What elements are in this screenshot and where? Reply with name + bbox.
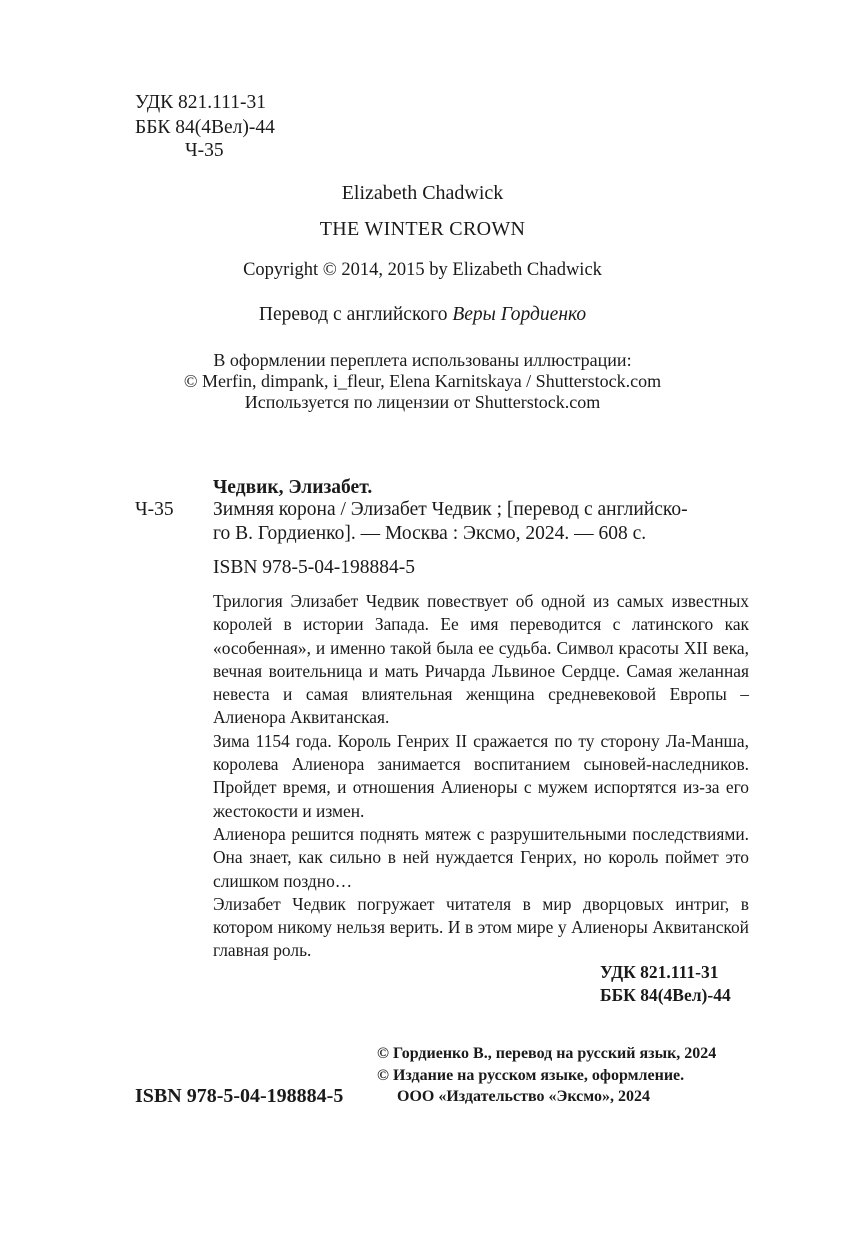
bibliographic-line-2: го В. Гордиенко]. — Москва : Эксмо, 2024. — 608 с. <box>213 523 647 544</box>
annotation-paragraph: Зима 1154 года. Король Генрих II сражается по ту сторону Ла-Манша, королева Алиенора занимается воспитанием сыновей-наследников. Пройдет время, и отношения Алиеноры с мужем испортятся из-за его жестокости и измен. <box>213 730 749 821</box>
author-sign: Ч-35 <box>185 140 224 161</box>
isbn-footer: ISBN 978-5-04-198884-5 <box>135 1085 344 1107</box>
udk-code-bold: УДК 821.111-31 <box>600 962 719 982</box>
annotation-paragraph: Алиенора решится поднять мятеж с разрушительными последствиями. Она знает, как сильно в ней нуждается Генрих, но король поймет это слишком поздно… <box>213 823 749 891</box>
bibliographic-code: Ч-35 <box>135 499 174 520</box>
udk-code: УДК 821.111-31 <box>135 92 266 113</box>
bibliographic-line-1: Зимняя корона / Элизабет Чедвик ; [перевод с английско- <box>213 499 688 520</box>
annotation <box>213 590 749 963</box>
translator-name: Веры Гордиенко <box>452 304 587 325</box>
illustrations-line-3: Используется по лицензии от Shutterstock.com <box>244 392 601 412</box>
bibliographic-isbn: ISBN 978-5-04-198884-5 <box>213 557 416 578</box>
translation-credit <box>0 304 845 326</box>
copyright-translation: © Гордиенко В., перевод на русский язык, 2024 <box>377 1045 717 1062</box>
annotation-paragraph: Трилогия Элизабет Чедвик повествует об одной из самых известных королей в истории Запада. Ее имя переводится с латинского как «особенная», и именно такой была ее судьба. Символ красоты XII века, вечная воительница и мать Ричарда Львиное Сердце. Самая желанная невеста и самая влиятельная женщина средневековой Европы – Алиенора Аквитанская. <box>213 591 749 728</box>
copyright-publisher: ООО «Издательство «Эксмо», 2024 <box>397 1088 650 1105</box>
bibliographic-author-heading: Чедвик, Элизабет. <box>213 477 373 498</box>
original-title: THE WINTER CROWN <box>319 218 526 240</box>
illustrations-line-1: В оформлении переплета использованы иллюстрации: <box>213 350 632 370</box>
illustrations-line-2: © Merfin, dimpank, i_fleur, Elena Karnitskaya / Shutterstock.com <box>183 371 662 391</box>
bbk-code: ББК 84(4Вел)-44 <box>135 117 275 138</box>
original-author: Elizabeth Chadwick <box>341 182 504 204</box>
translation-prefix: Перевод с английского <box>258 304 448 325</box>
original-copyright: Copyright © 2014, 2015 by Elizabeth Chadwick <box>243 260 602 280</box>
copyright-edition: © Издание на русском языке, оформление. <box>377 1067 685 1084</box>
annotation-paragraph: Элизабет Чедвик погружает читателя в мир дворцовых интриг, в котором никому нельзя верить. И в этом мире у Алиеноры Аквитанской главная роль. <box>213 893 749 961</box>
bbk-code-bold: ББК 84(4Вел)-44 <box>600 985 731 1005</box>
